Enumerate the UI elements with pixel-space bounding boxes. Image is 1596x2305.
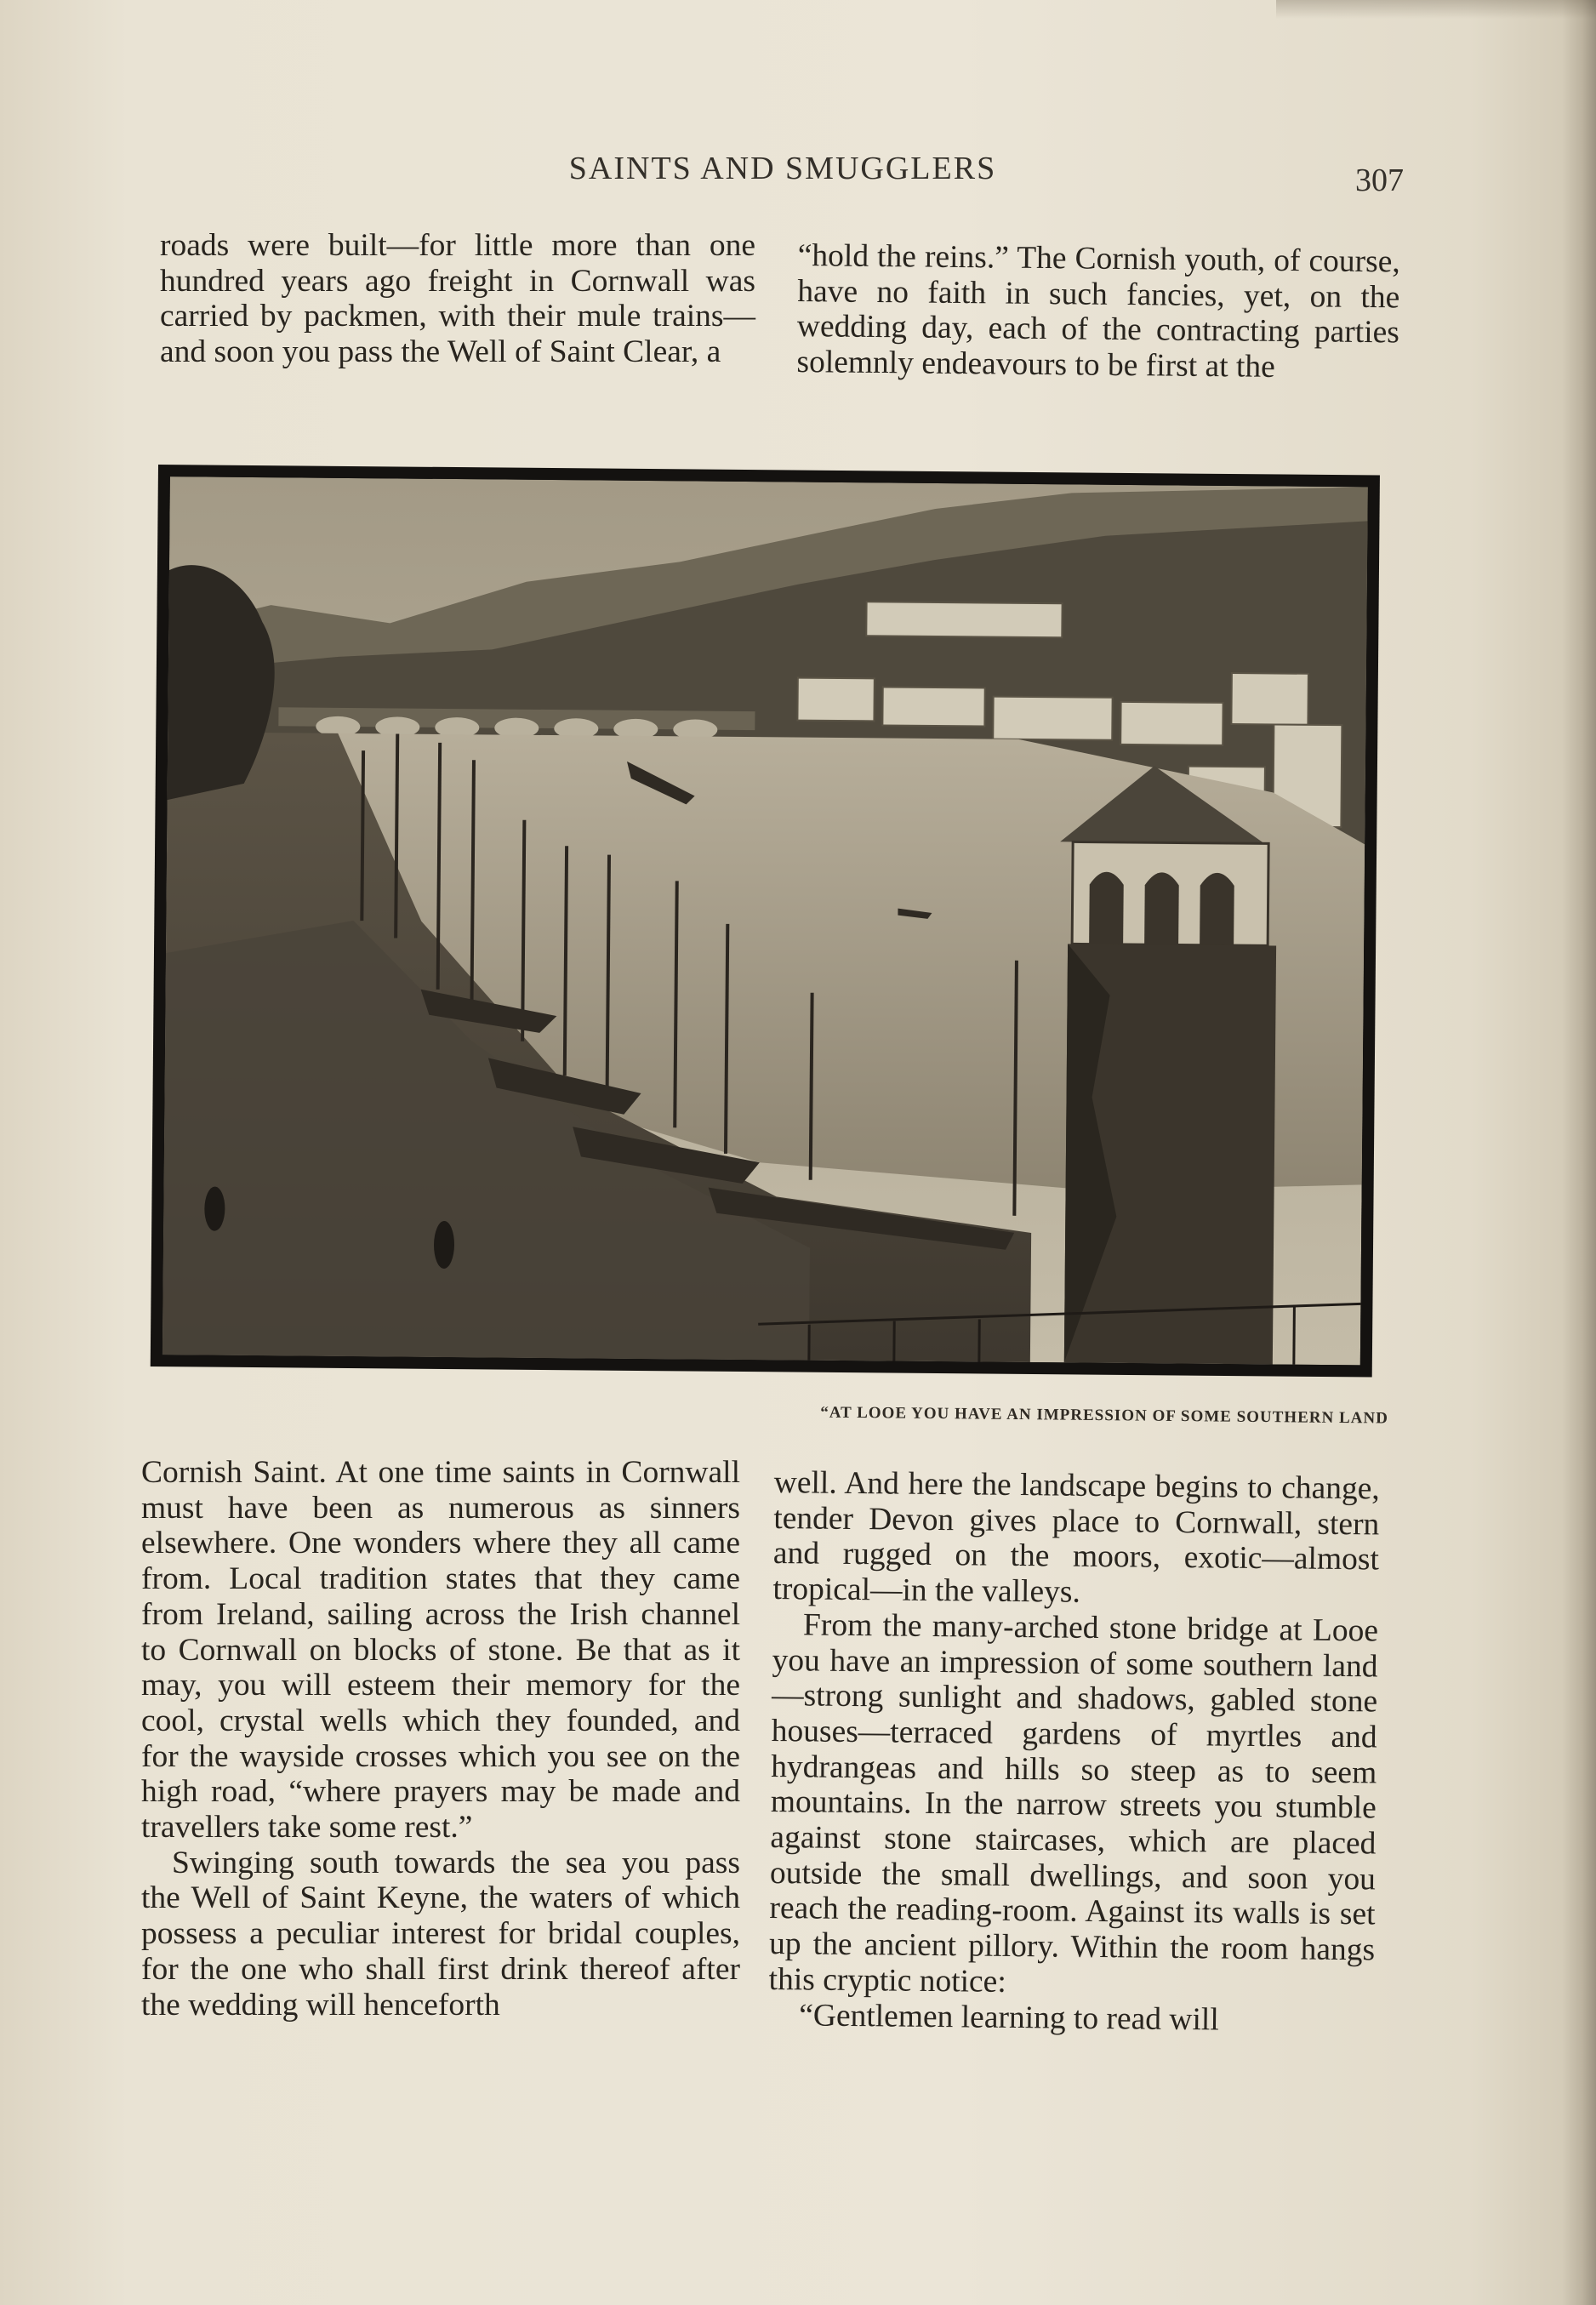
top-right-column: [796, 238, 1400, 386]
top-left-paragraph: roads were built—for little more than one hundred years ago freight in Cornwall was carried by packmen, with their mule trains—and soon you pass the Well of Saint Clear, a: [160, 228, 755, 370]
bottom-right-column: [768, 1465, 1380, 2040]
page-binding-shadow: [1562, 0, 1596, 2305]
bottom-left-column: [141, 1455, 740, 2023]
running-title: SAINTS AND SMUGGLERS: [568, 151, 997, 186]
harbour-photograph: [151, 465, 1380, 1377]
top-right-paragraph: “hold the reins.” The Cornish youth, of course, have no faith in such fancies, yet, on the wedding day, each of the contracting parties solemnly endeavours to be first at the: [796, 238, 1400, 385]
bottom-left-paragraph-2: Swinging south towards the sea you pass the Well of Saint Keyne, the waters of which possess a peculiar interest for bridal couples, for the one who shall first drink thereof after the wedding will henceforth: [141, 1845, 740, 2023]
bottom-right-paragraph-2: From the many-arched stone bridge at Looe you have an impression of some southern land—strong sunlight and shadows, gabled stone houses—terraced gardens of myrtles and hydrangeas and hills so steep as to seem mountains. In the narrow streets you stumble against stone staircases, which are placed outside the small dwellings, and soon you reach the reading-room. Against its walls is set up the ancient pillory. Within the room hangs this cryptic notice:: [768, 1607, 1379, 2000]
harbour-photo-image: [162, 476, 1368, 1365]
page-top-shadow: [1276, 0, 1596, 19]
bottom-right-paragraph-1: well. And here the landscape begins to change, tender Devon gives place to Cornwall, stern and rugged on the moors, exotic—almost tropical—in the valleys.: [772, 1465, 1380, 1610]
bottom-right-paragraph-3: “Gentlemen learning to read will: [799, 1997, 1219, 2038]
photo-caption: “AT LOOE YOU HAVE AN IMPRESSION OF SOME SOUTHERN LAND: [820, 1403, 1388, 1428]
bottom-left-paragraph-1: Cornish Saint. At one time saints in Cornwall must have been as numerous as sinners elsewhere. One wonders where they all came from. Local tradition states that they came from Ireland, sailing across the Irish channel to Cornwall on blocks of stone. Be that as it may, you will esteem their memory for the cool, crystal wells which they founded, and for the wayside crosses which you see on the high road, “where prayers may be made and travellers take some rest.”: [141, 1455, 740, 1846]
page-number: 307: [1355, 163, 1404, 198]
top-left-column: [160, 228, 755, 370]
